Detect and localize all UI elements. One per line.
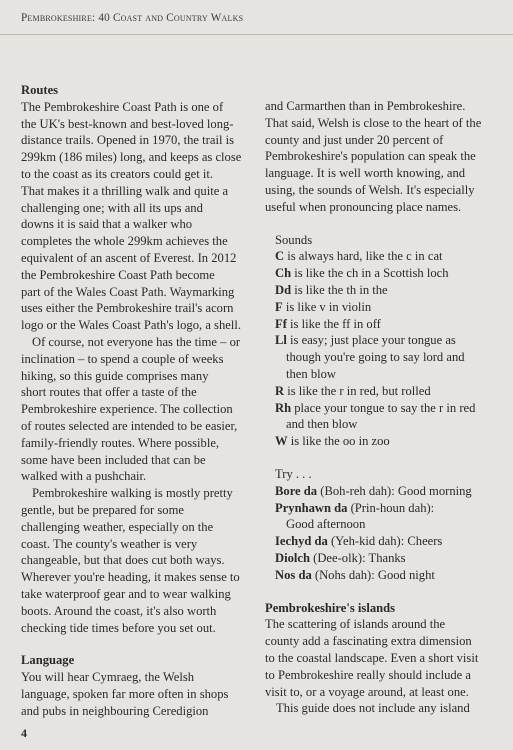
sound-letter: Ch: [275, 266, 292, 281]
phrase-welsh: Iechyd da: [275, 534, 328, 549]
sound-item: [275, 299, 493, 316]
text-line: to Pembrokeshire really should include a: [265, 667, 471, 682]
paragraph-gap: [265, 216, 493, 232]
sound-description: is like the ch in a Scottish loch: [291, 266, 449, 281]
try-heading: Try . . .: [275, 466, 312, 481]
sound-description: is like the oo in zoo: [287, 434, 390, 449]
sound-description: place your tongue to say the r in red: [291, 400, 476, 415]
phrase-item-continued: Good afternoon: [286, 517, 366, 532]
text-line: and pubs in neighbouring Ceredigion: [21, 703, 209, 718]
sound-description: is like v in violin: [282, 299, 372, 314]
text-line: short routes that offer a taste of the: [21, 385, 197, 400]
sounds-list: [265, 232, 493, 450]
routes-paragraph-2: [21, 334, 249, 485]
text-line: part of the Wales Coast Path. Waymarking: [21, 284, 235, 299]
text-line: challenging one; with all its ups and: [21, 200, 203, 215]
right-column: [265, 98, 493, 717]
text-line: gentle, but be prepared for some: [21, 502, 184, 517]
text-line: coast. The county's weather is very: [21, 536, 198, 551]
text-line: equivalent of an ascent of Everest. In 2012: [21, 250, 237, 265]
phrases-list: [265, 466, 493, 584]
text-line: family-friendly routes. Where possible,: [21, 435, 220, 450]
sound-item: [275, 383, 493, 400]
text-line: the Pembrokeshire Coast Path become: [21, 267, 215, 282]
header-rule: [0, 34, 513, 35]
language-paragraph-continued: [265, 98, 493, 216]
text-line: completes the whole 299km achieves the: [21, 234, 228, 249]
text-line: The scattering of islands around the: [265, 617, 446, 632]
phrase-item: [275, 500, 493, 517]
language-paragraph: [21, 669, 249, 719]
routes-paragraph-3: [21, 485, 249, 636]
text-line: of routes selected are intended to be easier,: [21, 418, 238, 433]
text-line: 299km (186 miles) long, and keeps as close: [21, 150, 242, 165]
text-line: county add a fascinating extra dimension: [265, 634, 472, 649]
text-line: challenging weather, especially on the: [21, 519, 214, 534]
phrase-welsh: Bore da: [275, 483, 318, 498]
sound-item: [275, 316, 493, 333]
sound-item-continued: then blow: [286, 366, 337, 381]
sound-description: is like the r in red, but rolled: [284, 383, 431, 398]
routes-heading: Routes: [21, 83, 59, 97]
islands-heading: Pembrokeshire's islands: [265, 600, 396, 615]
language-heading: Language: [21, 653, 75, 668]
text-line: checking tide times before you set out.: [21, 620, 216, 635]
paragraph-gap: [21, 636, 249, 652]
sound-item: [275, 433, 493, 450]
phrase-welsh: Prynhawn da: [275, 500, 348, 515]
sound-letter: Ll: [275, 333, 287, 348]
text-line: Of course, not everyone has the time – or: [32, 334, 241, 349]
sound-item: [275, 282, 493, 299]
text-line: boots. Around the coast, it's also worth: [21, 603, 217, 618]
phrase-item: [275, 483, 493, 500]
text-line: changeable, but that does cut both ways.: [21, 553, 225, 568]
text-line: county and just under 20 percent of: [265, 132, 444, 147]
text-line: Pembrokeshire walking is mostly pretty: [32, 486, 233, 501]
sound-letter: Rh: [275, 400, 292, 415]
text-line: inclination – to spend a couple of weeks: [21, 351, 224, 366]
text-line: Pembrokeshire's population can speak the: [265, 149, 476, 164]
text-line: and Carmarthen than in Pembrokeshire.: [265, 99, 466, 113]
text-line: the UK's best-known and best-loved long-: [21, 116, 234, 131]
sound-description: is easy; just place your tongue as: [286, 333, 456, 348]
phrase-item: [275, 533, 493, 550]
sounds-heading: Sounds: [275, 232, 313, 247]
sound-item-continued: though you're going to say lord and: [286, 350, 465, 365]
sound-letter: Dd: [275, 282, 292, 297]
phrase-translation: (Prin-houn dah):: [347, 500, 435, 515]
page-number: 4: [21, 726, 27, 740]
sound-description: is always hard, like the c in cat: [284, 249, 443, 264]
sound-letter: W: [275, 434, 288, 449]
paragraph-gap: [265, 584, 493, 600]
text-line: to the coastal landscape. Even a short visit: [265, 650, 479, 665]
sound-item-continued: and then blow: [286, 417, 358, 432]
text-line: This guide does not include any island: [276, 701, 470, 716]
text-line: visit to, or a voyage around, at least one.: [265, 684, 469, 699]
text-line: That said, Welsh is close to the heart of the: [265, 115, 482, 130]
running-head: Pembrokeshire: 40 Coast and Country Walks: [21, 12, 244, 24]
sound-letter: F: [275, 299, 283, 314]
sound-letter: C: [275, 249, 285, 264]
phrase-item: [275, 567, 493, 584]
sound-item: [275, 265, 493, 282]
text-line: useful when pronouncing place names.: [265, 199, 462, 214]
islands-paragraph: [265, 616, 493, 717]
text-line: distance trails. Opened in 1970, the trail is: [21, 133, 234, 148]
text-line: You will hear Cymraeg, the Welsh: [21, 670, 195, 685]
sound-item: [275, 332, 493, 349]
text-line: Wherever you're heading, it makes sense to: [21, 570, 240, 585]
text-line: language, spoken far more often in shops: [21, 686, 229, 701]
phrase-translation: (Nohs dah): Good night: [311, 567, 435, 582]
phrase-item: [275, 550, 493, 567]
text-line: some have been included that can be: [21, 452, 206, 467]
sound-letter: Ff: [275, 316, 287, 331]
phrase-translation: (Yeh-kid dah): Cheers: [327, 534, 443, 549]
text-line: take waterproof gear and to wear walking: [21, 586, 231, 601]
text-line: Pembrokeshire experience. The collection: [21, 402, 233, 417]
routes-paragraph-1: [21, 99, 249, 334]
text-line: uses either the Pembrokeshire trail's acorn: [21, 301, 234, 316]
text-line: The Pembrokeshire Coast Path is one of: [21, 99, 224, 114]
phrase-welsh: Diolch: [275, 550, 310, 565]
sound-letter: R: [275, 383, 285, 398]
phrase-welsh: Nos da: [275, 567, 312, 582]
text-line: logo or the Wales Coast Path's logo, a shell.: [21, 318, 241, 333]
text-line: walked with a pushchair.: [21, 469, 147, 484]
text-line: to the coast as its creators could get it.: [21, 166, 213, 181]
left-column: [21, 82, 249, 719]
text-line: language. It is well worth knowing, and: [265, 166, 466, 181]
sound-description: is like the ff in off: [286, 316, 381, 331]
text-line: using, the sounds of Welsh. It's especially: [265, 182, 475, 197]
phrase-translation: (Dee-olk): Thanks: [309, 550, 406, 565]
sound-item: [275, 400, 493, 417]
text-line: hiking, so this guide comprises many: [21, 368, 209, 383]
paragraph-gap: [265, 450, 493, 466]
phrase-translation: (Boh-reh dah): Good morning: [317, 483, 472, 498]
text-line: downs it is said that a walker who: [21, 217, 193, 232]
text-line: That makes it a thrilling walk and quite a: [21, 183, 229, 198]
sound-item: [275, 248, 493, 265]
sound-description: is like the th in the: [291, 282, 388, 297]
